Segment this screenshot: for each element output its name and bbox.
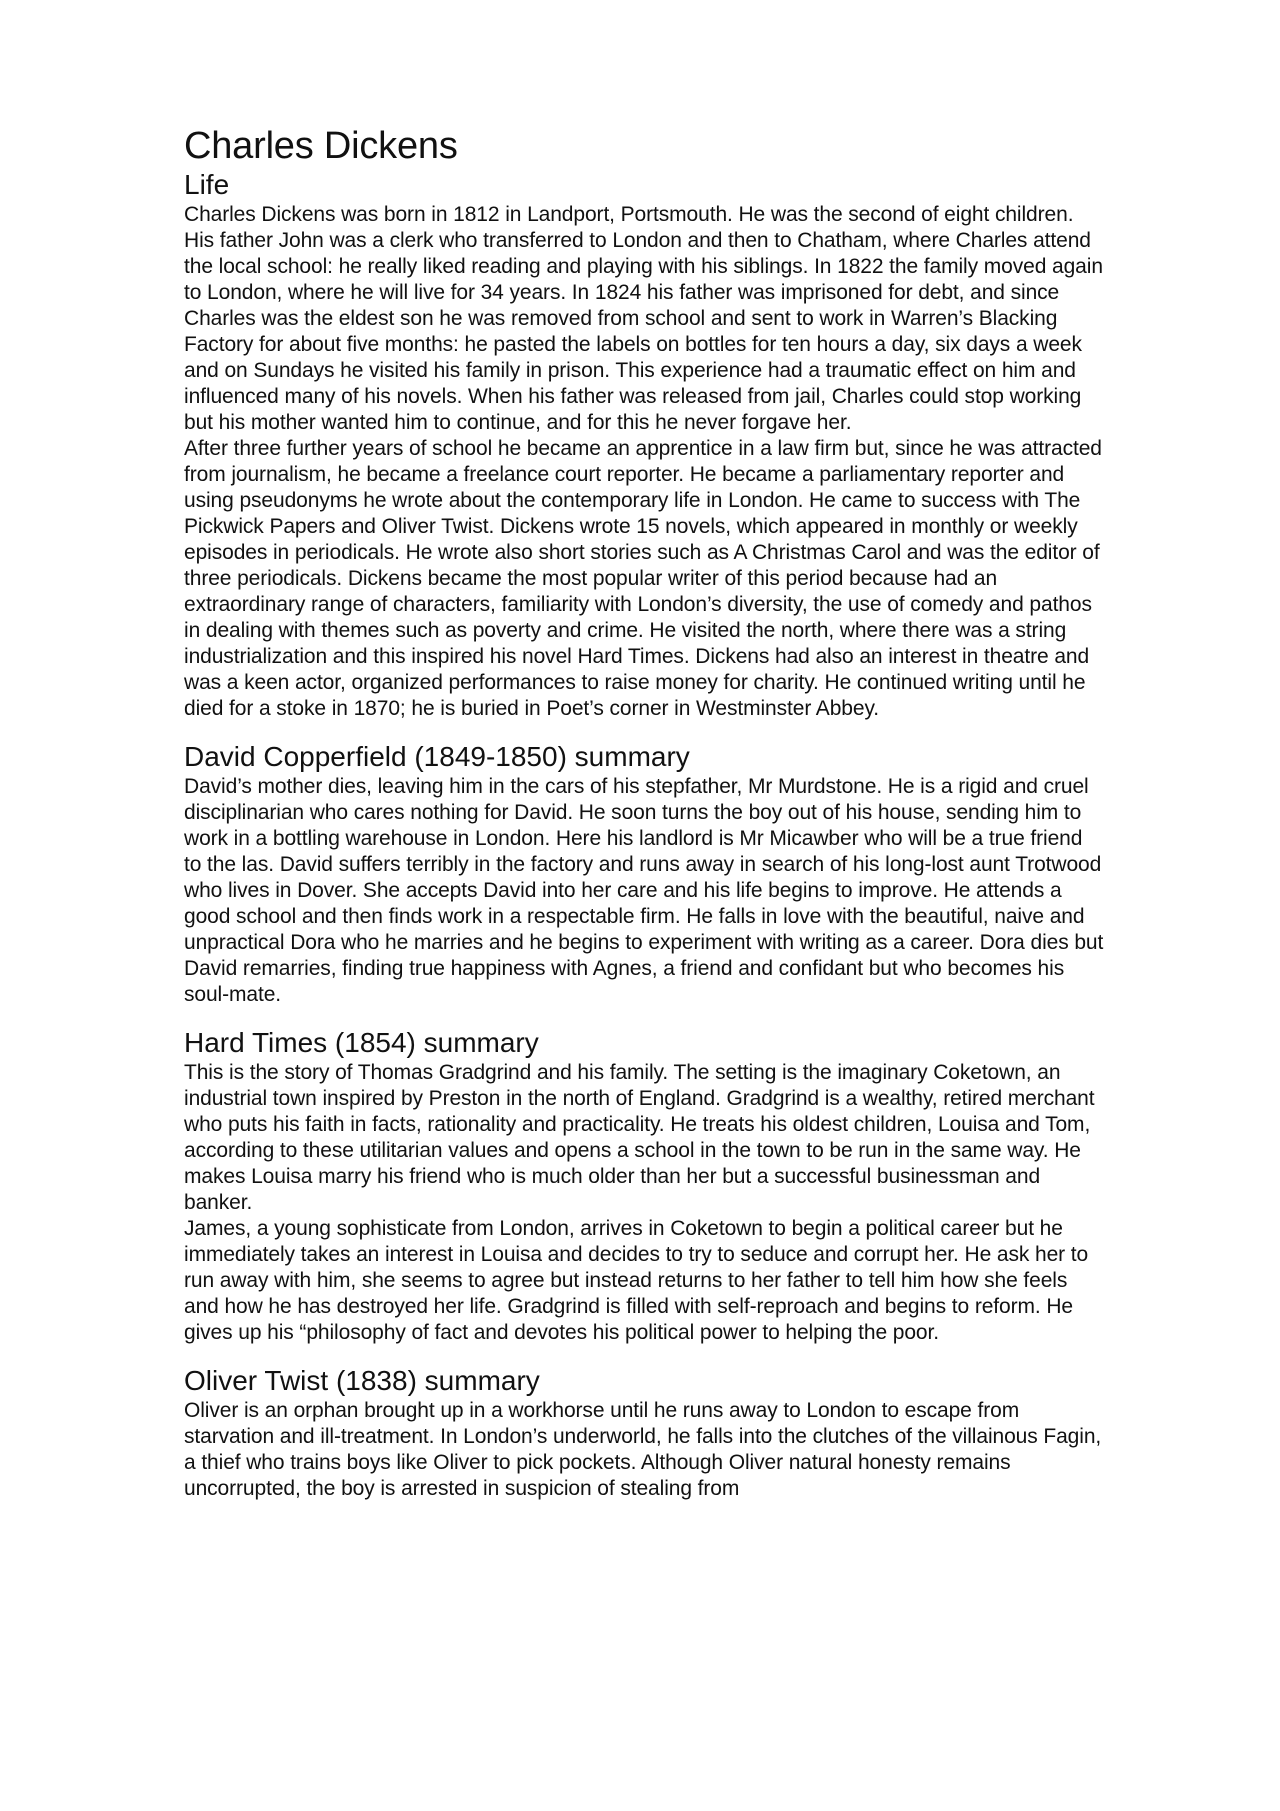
david-copperfield-paragraph: David’s mother dies, leaving him in the cars of his stepfather, Mr Murdstone. He is a rigid and cruel disciplinarian who cares nothing for David. He soon turns the boy out of his house, sending him to work in a bottling warehouse in London. Here his landlord is Mr Micawber who will be a true friend to the las. David suffers terribly in the factory and runs away in search of his long-lost aunt Trotwood who lives in Dover. She accepts David into her care and his life begins to improve. He attends a good school and then finds work in a respectable firm. He falls in love with the beautiful, naive and unpractical Dora who he marries and he begins to experiment with writing as a career. Dora dies but David remarries, finding true happiness with Agnes, a friend and confidant but who becomes his soul-mate. xyxy=(184,775,1104,1006)
life-paragraph-2: After three further years of school he became an apprentice in a law firm but, since he was attracted from journalism, he became a freelance court reporter. He became a parliamentary reporter and using pseudonyms he wrote about the contemporary life in London. He came to success with The Pickwick Papers and Oliver Twist. Dickens wrote 15 novels, which appeared in monthly or weekly episodes in periodicals. He wrote also short stories such as A Christmas Carol and was the editor of three periodicals. Dickens became the most popular writer of this period because had an extraordinary range of characters, familiarity with London’s diversity, the use of comedy and pathos in dealing with themes such as poverty and crime. He visited the north, where there was a string industrialization and this inspired his novel Hard Times. Dickens had also an interest in theatre and was a keen actor, organized performances to raise money for charity. He continued writing until he died for a stoke in 1870; he is buried in Poet’s corner in Westminster Abbey. xyxy=(184,437,1102,720)
section-heading-david-copperfield: David Copperfield (1849-1850) summary xyxy=(184,741,690,772)
document-page xyxy=(184,124,1104,1502)
section-heading-hard-times: Hard Times (1854) summary xyxy=(184,1027,539,1058)
section-oliver-twist xyxy=(184,1364,1104,1502)
hard-times-paragraph-2: James, a young sophisticate from London, arrives in Coketown to begin a political career but he immediately takes an interest in Louisa and decides to try to seduce and corrupt her. He ask her to run away with him, she seems to agree but instead returns to her father to tell him how she feels and how he has destroyed her life. Gradgrind is filled with self-reproach and begins to reform. He gives up his “philosophy of fact and devotes his political power to helping the poor. xyxy=(184,1217,1089,1344)
life-paragraph-1: Charles Dickens was born in 1812 in Landport, Portsmouth. He was the second of eight children. His father John was a clerk who transferred to London and then to Chatham, where Charles attend the local school: he really liked reading and playing with his siblings. In 1822 the family moved again to London, where he will live for 34 years. In 1824 his father was imprisoned for debt, and since Charles was the eldest son he was removed from school and sent to work in Warren’s Blacking Factory for about five months: he pasted the labels on bottles for ten hours a day, six days a week and on Sundays he visited his family in prison. This experience had a traumatic effect on him and influenced many of his novels. When his father was released from jail, Charles could stop working but his mother wanted him to continue, and for this he never forgave her. xyxy=(184,203,1103,434)
section-david-copperfield xyxy=(184,740,1104,1008)
section-life xyxy=(184,168,1104,722)
hard-times-paragraph-1: This is the story of Thomas Gradgrind and his family. The setting is the imaginary Coketown, an industrial town inspired by Preston in the north of England. Gradgrind is a wealthy, retired merchant who puts his faith in facts, rationality and practicality. He treats his oldest children, Louisa and Tom, according to these utilitarian values and opens a school in the town to be run in the same way. He makes Louisa marry his friend who is much older than her but a successful businessman and banker. xyxy=(184,1061,1095,1214)
section-hard-times xyxy=(184,1026,1104,1346)
oliver-twist-paragraph: Oliver is an orphan brought up in a workhorse until he runs away to London to escape from starvation and ill-treatment. In London’s underworld, he falls into the clutches of the villainous Fagin, a thief who trains boys like Oliver to pick pockets. Although Oliver natural honesty remains uncorrupted, the boy is arrested in suspicion of stealing from xyxy=(184,1399,1102,1500)
section-heading-oliver-twist: Oliver Twist (1838) summary xyxy=(184,1365,540,1396)
page-title: Charles Dickens xyxy=(184,125,458,167)
section-heading-life: Life xyxy=(184,169,230,200)
